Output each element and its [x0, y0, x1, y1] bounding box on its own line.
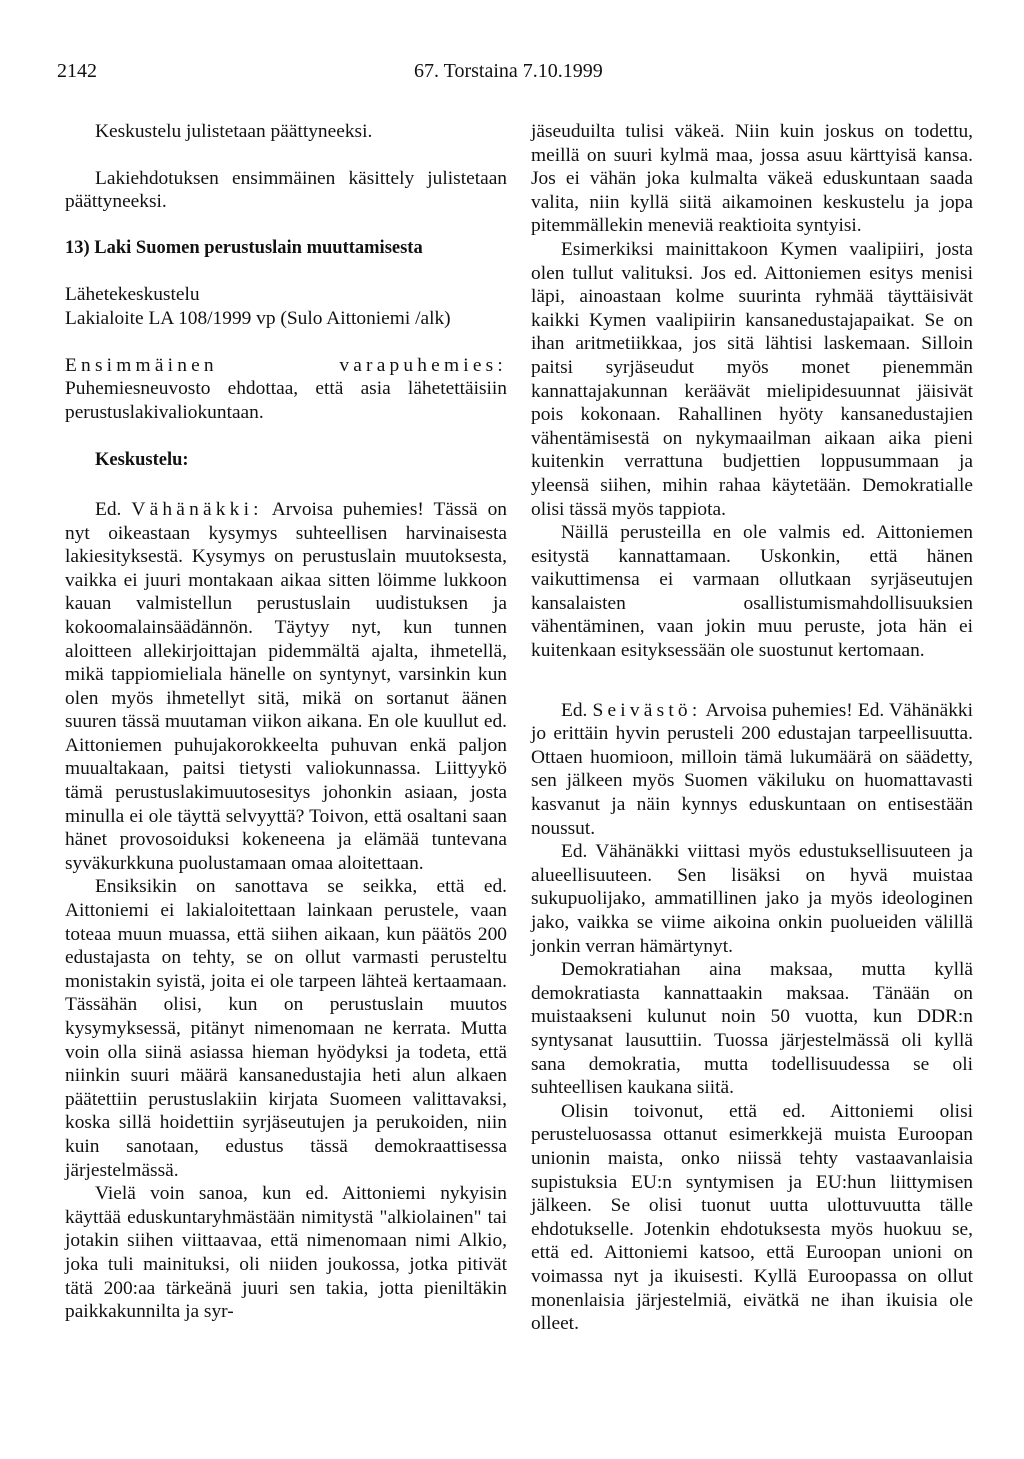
speaker-name: Seivästö: [592, 699, 702, 721]
first-reading-closed-paragraph: Lakiehdotuksen ensimmäinen käsittely julistetaan päättyneeksi. [65, 167, 507, 213]
speech-seivasto [531, 699, 973, 841]
paragraph-nailla: Näillä perusteilla en ole valmis ed. Aittoniemen esitystä kannattamaan. Uskonkin, että hänen vaikuttimensa ei varmaan ollutkaan syrjäseutujen kansalaisten osallistumismahdollisuuksien vähentäminen, vaan jokin muu peruste, jota hän ei kuitenkaan esityksessään ole suostunut kertomaan. [531, 522, 973, 662]
deputy-speaker-statement [65, 354, 507, 425]
speech-text: Arvoisa puhemies! Tässä on nyt oikeastaan kysymys suhteellisen harvinaisesta lakiesityksestä. Kysymys on perustuslain muutoksesta, vaikka ei juuri montakaan aikaa sitten löimme lukkoon kauan valmistellun perustuslain uudistuksen ja kokoomalainsäädännön. Täytyy nyt, kun tunnen aloitteen allekirjoittajan pidemmältä ajalta, ihmetellä, mikä tappiomieliala hänelle on syntynyt, varsinkin kun olen myös ihmetellyt sitä, mikä on sortanut äänen suuren tässä muutaman viikon aikana. En ole kuullut ed. Aittoniemen puhujakorokkeelta puhuvan enkä paljon muualtakaan, paitsi tietysti valiokunnassa. Liittyykö tämä perustuslakimuutosesitys johonkin asiaan, josta minulla ei ole täyttä selvyyttä? Toivon, että osaltani saan hänet provosoiduksi kokeneena ja elämää tuntevana syväkurkkuna puolustamaan omaa aloitettaan. [65, 498, 507, 874]
speaker-name: Vähänäkki: [131, 498, 263, 520]
speech-text: Puhemiesneuvosto ehdottaa, että asia lähetettäisiin perustuslakivaliokuntaan. [65, 378, 507, 423]
paragraph-continued: jäseuduilta tulisi väkeä. Niin kuin joskus on todettu, meillä on suuri kylmä maa, jossa asuu kärttyisä kansa. Jos ei vähän joka kulmalta väkeä eduskuntaan saada valita, niin kyllä siitä aikamoinen keskustelu ja jopa pitemmällekin meneviä reaktioita syntyisi. [531, 121, 973, 237]
debate-closed-paragraph: Keskustelu julistetaan päättyneeksi. [95, 121, 373, 142]
left-column [65, 120, 507, 1324]
paragraph-viela: Vielä voin sanoa, kun ed. Aittoniemi nykyisin käyttää eduskuntaryhmästään nimitystä "alkiolainen" tai jotakin siihen viittaavaa, että nimenomaan nimi Alkio, joka tuli mainituksi, oli niiden joukossa, jotka pitivät tätä 200:aa tärkeänä juuri sen takia, jotta pieniltäkin paikkakunnilta ja syr- [65, 1183, 507, 1323]
right-column [531, 120, 973, 1336]
speaker-prefix: Ed. [95, 498, 122, 520]
speaker-name: Ensimmäinen varapuhemies: [65, 354, 507, 376]
paragraph-ensiksikin: Ensiksikin on sanottava se seikka, että ed. Aittoniemi ei lakialoitettaan lainkaan perustele, vaan toteaa muun muassa, että siihen aikaan, kun päätös 200 edustajasta on tehty, se on ollut varmasti perusteltu monistakin syistä, joita ei ole tarpeen lähteä kertaamaan. Tässähän olisi, kun on perustuslain muutos kysymyksessä, pitänyt nimenomaan ne kerrata. Mutta voin olla siinä asiassa hieman hyödyksi ja todeta, että niinkin suuri määrä kansanedustajia heti alun alkaen päätettiin perustuslakiin kirjata Suomeen valittavaksi, koska sillä hoidettiin syrjäseutujen ja perukoiden, niin kuin sanotaan, edustus tässä demokraattisessa järjestelmässä. [65, 876, 507, 1181]
page-header [0, 60, 1024, 90]
debate-label: Lähetekeskustelu [65, 284, 200, 306]
page-number: 2142 [57, 60, 97, 82]
speaker-prefix: Ed. [561, 699, 588, 721]
paragraph-demokratia: Demokratiahan aina maksaa, mutta kyllä demokratiasta kannattaakin maksaa. Tänään on muistaakseni kulunut noin 50 vuotta, kun DDR:n syntysanat lausuttiin. Tuossa järjestelmässä oli kyllä sana demokratia, mutta todellisuudessa se oli suhteellisen kaukana siitä. [531, 959, 973, 1099]
section-heading: 13) Laki Suomen perustuslain muuttamisesta [65, 237, 423, 258]
paragraph-vahanakki: Ed. Vähänäkki viittasi myös edustuksellisuuteen ja alueellisuuteen. Sen lisäksi on hyvä muistaa sukupuolijako, ammatillinen jako ja myös ideologinen jako, vaikka se viime aikoina onkin puolueiden välillä jonkin verran hämärtynyt. [531, 841, 973, 957]
speech-text: Arvoisa puhemies! Ed. Vähänäkki jo erittäin hyvin perusteli 200 edustajan tarpeellisuutta. Ottaen huomioon, milloin tämä lukumäärä on säädetty, sen jälkeen myös Suomen väkiluku on huomattavasti kasvanut ja näin kynnys eduskuntaan on entisestään noussut. [531, 699, 973, 839]
discussion-heading: Keskustelu: [95, 450, 189, 471]
paragraph-esimerkiksi: Esimerkiksi mainittakoon Kymen vaalipiiri, josta olen tullut valituksi. Jos ed. Aittoniemen esitys menisi läpi, ainoastaan kolme suurinta ryhmää täyttäisivät kaikki Kymen vaalipiirin kansanedustajapaikat. Se on ihan aritmetiikkaa, jos sitä lähtisi laskemaan. Silloin paitsi syrjäseudut myös monet pienemmän kannattajakunnan keräävät mielipidesuunnat jäisivät pois kokonaan. Rahallinen hyöty kansanedustajien vähentämisestä on nykymaailman aikaan aika pieni kuitenkin verrattuna budjettien loppusummaan ja yleensä siihen, mihin rahaa käytetään. Demokratialle olisi tässä myös tappiota. [531, 238, 973, 520]
initiative-reference: Lakialoite LA 108/1999 vp (Sulo Aittoniemi /alk) [65, 307, 451, 329]
paragraph-olisin: Olisin toivonut, että ed. Aittoniemi olisi perusteluosassa ottanut esimerkkejä muista Euroopan unionin maista, onko niissä tehty vastaavanlaisia supistuksia EU:n syntymisen ja EU:hun liittymisen jälkeen. Se olisi tuonut uutta ulottuvuutta tälle ehdotukselle. Jotenkin ehdotuksesta myös huokuu se, että ed. Aittoniemi katsoo, että Euroopan unioni on voimassa nyt ja ikuisesti. Kyllä Euroopassa on ollut monenlaisia järjestelmiä, eivätkä ne ihan ikuisia ole olleet. [531, 1100, 973, 1335]
running-title: 67. Torstaina 7.10.1999 [414, 60, 603, 82]
speech-vahanakki [65, 498, 507, 876]
